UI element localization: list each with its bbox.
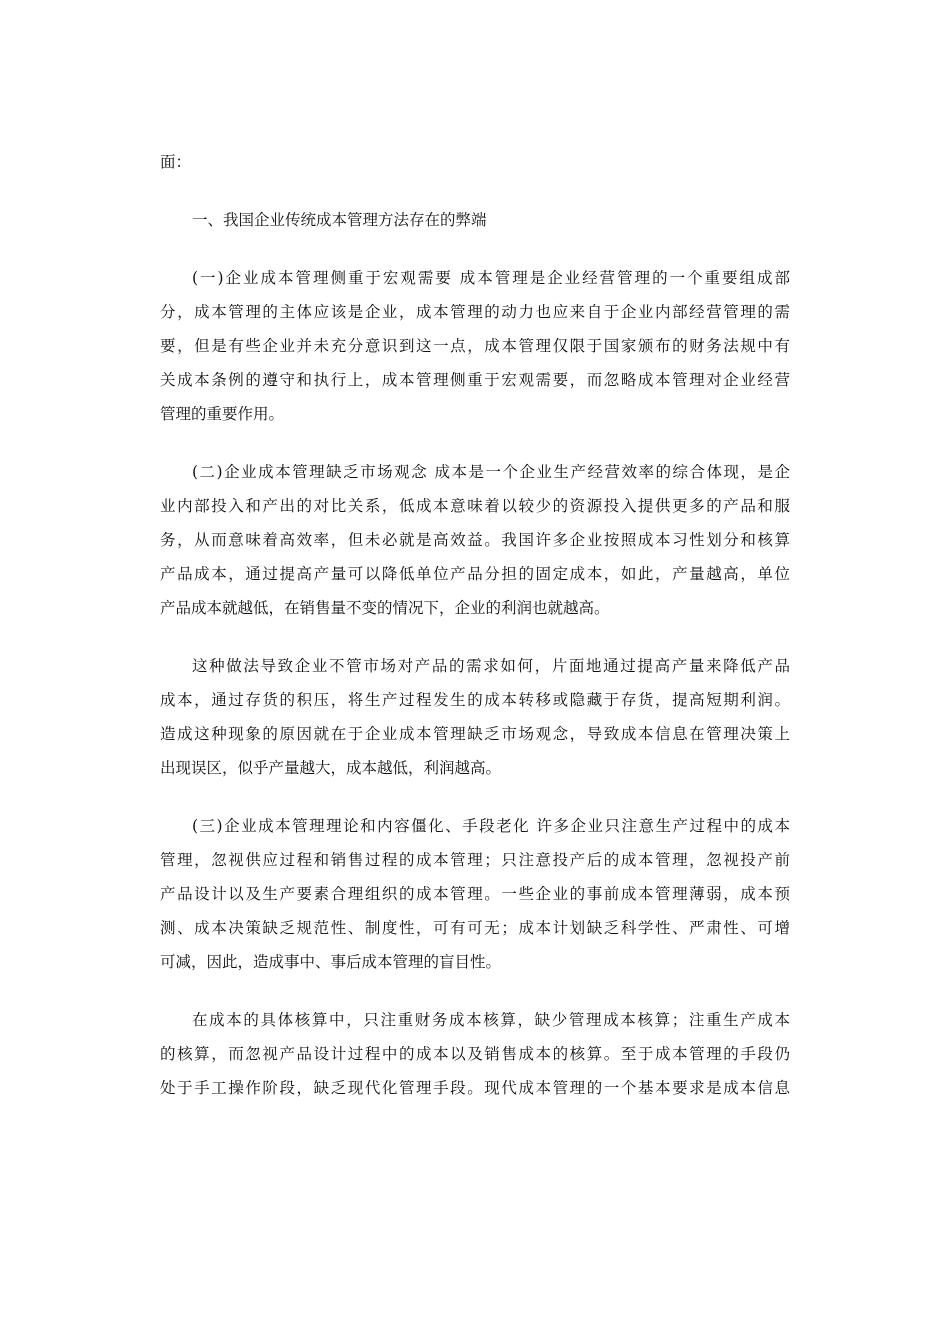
paragraph-line: 处于手工操作阶段，缺乏现代化管理手段。现代成本管理的一个基本要求是成本信息 — [160, 1079, 790, 1097]
paragraph-4 — [160, 809, 790, 979]
paragraph-line: 管理的重要作用。 — [160, 405, 285, 423]
paragraph-line: (二)企业成本管理缺乏市场观念 成本是一个企业生产经营效率的综合体现，是企 — [192, 463, 790, 481]
paragraph-line: 可减，因此，造成事中、事后成本管理的盲目性。 — [160, 953, 502, 971]
paragraph-line: 产品设计以及生产要素合理组织的成本管理。一些企业的事前成本管理薄弱，成本预 — [160, 885, 790, 903]
paragraph-line: 这种做法导致企业不管市场对产品的需求如何，片面地通过提高产量来降低产品 — [192, 657, 790, 675]
paragraph-line: 业内部投入和产出的对比关系，低成本意味着以较少的资源投入提供更多的产品和服 — [160, 497, 790, 515]
paragraph-line: 产品成本就越低，在销售量不变的情况下，企业的利润也就越高。 — [160, 599, 610, 617]
paragraph-line: 产品成本，通过提高产量可以降低单位产品分担的固定成本，如此，产量越高，单位 — [160, 565, 790, 583]
paragraph-line: 成本，通过存货的积压，将生产过程发生的成本转移或隐藏于存货，提高短期利润。 — [160, 691, 790, 709]
paragraph-5 — [160, 1003, 790, 1105]
lead-text — [160, 145, 790, 179]
paragraph-line: 出现误区，似乎产量越大，成本越低，利润越高。 — [160, 759, 502, 777]
paragraph-line: (一)企业成本管理侧重于宏观需要 成本管理是企业经营管理的一个重要组成部 — [192, 269, 790, 287]
paragraph-line: 在成本的具体核算中，只注重财务成本核算，缺少管理成本核算；注重生产成本 — [192, 1011, 790, 1029]
paragraph-line: 的核算，而忽视产品设计过程中的成本以及销售成本的核算。至于成本管理的手段仍 — [160, 1045, 790, 1063]
paragraph-line: 分，成本管理的主体应该是企业，成本管理的动力也应来自于企业内部经营管理的需 — [160, 303, 790, 321]
paragraph-line: 管理，忽视供应过程和销售过程的成本管理；只注意投产后的成本管理，忽视投产前 — [160, 851, 790, 869]
paragraph-line: 造成这种现象的原因就在于企业成本管理缺乏市场观念，导致成本信息在管理决策上 — [160, 725, 790, 743]
heading-line: 一、我国企业传统成本管理方法存在的弊端 — [192, 211, 487, 229]
paragraph-line: 测、成本决策缺乏规范性、制度性，可有可无；成本计划缺乏科学性、严肃性、可增 — [160, 919, 790, 937]
lead-line: 面： — [160, 153, 192, 171]
paragraph-line: 要，但是有些企业并未充分意识到这一点，成本管理仅限于国家颁布的财务法规中有 — [160, 337, 790, 355]
paragraph-line: 务，从而意味着高效率，但未必就是高效益。我国许多企业按照成本习性划分和核算 — [160, 531, 790, 549]
document-page — [160, 145, 790, 1129]
paragraph-1 — [160, 261, 790, 431]
paragraph-line: (三)企业成本管理理论和内容僵化、手段老化 许多企业只注意生产过程中的成本 — [192, 817, 790, 835]
section-heading — [160, 203, 790, 237]
paragraph-2 — [160, 455, 790, 625]
paragraph-line: 关成本条例的遵守和执行上，成本管理侧重于宏观需要，而忽略成本管理对企业经营 — [160, 371, 790, 389]
paragraph-3 — [160, 649, 790, 785]
